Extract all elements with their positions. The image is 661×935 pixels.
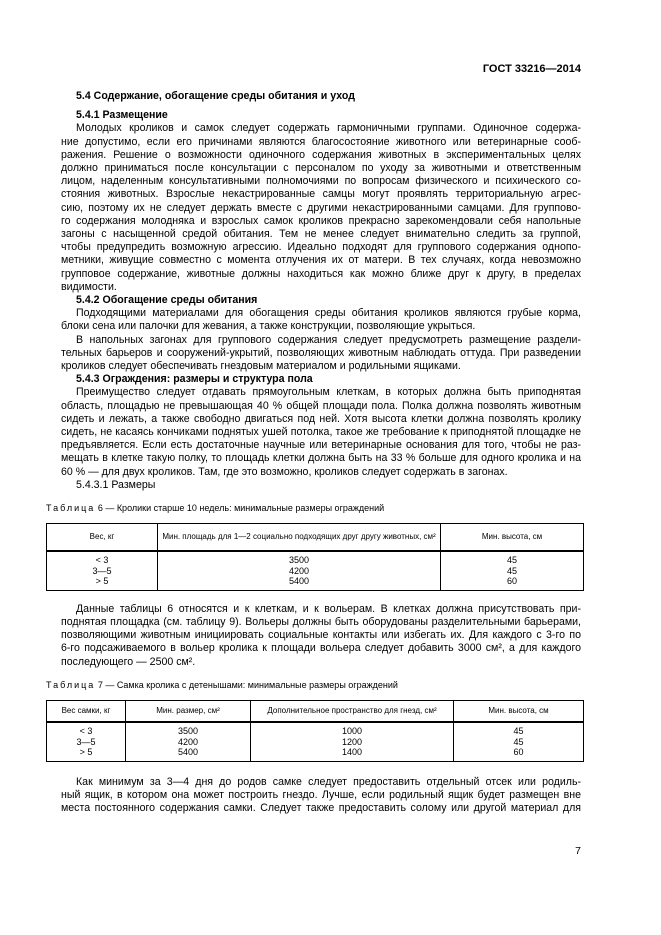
table7-header: Мин. высота, см: [454, 701, 584, 723]
table-cell: < 3: [47, 551, 158, 566]
subsection-title-543: 5.4.3 Ограждения: размеры и структура пола: [76, 373, 313, 386]
table-cell: 4200: [126, 737, 251, 748]
spacer: [76, 591, 581, 603]
table-row: [47, 722, 584, 737]
table6-caption-text: 6 — Кролики старше 10 недель: минимальные размеры ограждений: [97, 503, 385, 514]
table-row: [47, 551, 584, 566]
table-cell: 45: [441, 566, 584, 577]
table-cell: 4200: [158, 566, 441, 577]
table-cell: 1400: [251, 747, 454, 761]
paragraph-final: Как минимум за 3—4 дня до родов самке следует предоставить отдельный отсек или родиль- ный ящик, в котором она может построить гнездо. Лучше, если родильный ящик будет размещен вне места постоянного содержания самки. Следует также предоставить солому или другой материал для: [61, 775, 581, 814]
table-cell: 3500: [158, 551, 441, 566]
table-cell: > 5: [47, 747, 126, 761]
table7-header: Вес самки, кг: [47, 701, 126, 723]
table-cell: > 5: [47, 576, 158, 590]
paragraph-542-2: В напольных загонах для группового содержания следует предусмотреть размещение раздели- тельных барьеров и сооружений-укрытий, позволяющих животным наблюдать оттуда. При разведении кроликов следует обеспечивать гнездовым материалом и родильными ящиками.: [61, 333, 581, 373]
doc-code: ГОСТ 33216—2014: [482, 63, 581, 75]
paragraph-543: Преимущество следует отдавать прямоугольным клеткам, в которых должна быть приподнятая область, площадью не превышающая 40 % общей площади пола. Полка должна позволять животным сидеть и лежать, а также свободно двигаться под ней. Хотя высота клетки должна позволять кролику сидеть, не касаясь кончиками поднятых ушей потолка, такое же требование к приподнятой площадке не предъявляется. Если есть достаточные научные или ветеринарные основания для того, чтобы не раз- мещать в клетке такую полку, то площадь клетки должна быть на 33 % больше для одного кролика и на 60 % — для двух кроликов. Там, где это возможно, кроликов следует содержать в загонах.: [61, 386, 581, 478]
section-title: 5.4 Содержание, обогащение среды обитания и уход: [76, 90, 355, 102]
table-cell: 3—5: [47, 566, 158, 577]
subsection-title-542: 5.4.2 Обогащение среды обитания: [76, 294, 258, 307]
table-cell: 3500: [126, 722, 251, 737]
table-row: [47, 747, 584, 761]
table-cell: 5400: [158, 576, 441, 590]
table7-caption-text: 7 — Самка кролика с детенышами: минимальные размеры ограждений: [97, 679, 398, 690]
table6-caption-label: Таблица: [46, 503, 96, 514]
paragraph-542-1: Подходящими материалами для обогащения среды обитания кроликов являются грубые корма, блоки сена или палочки для жевания, а также конструкции, позволяющие укрыться.: [61, 307, 581, 333]
table-cell: < 3: [47, 722, 126, 737]
table7-header: Мин. размер, см²: [126, 701, 251, 723]
table7-header: Дополнительное пространство для гнезд, см²: [251, 701, 454, 723]
subsubsection-title: 5.4.3.1 Размеры: [76, 478, 156, 491]
table7-caption: [46, 679, 581, 692]
paragraph-after-table6: Данные таблицы 6 относятся и к клеткам, и к вольерам. В клетках должна присутствовать при- поднятая площадка (см. таблицу 9). Вольеры должны быть оборудованы разделительными барьерами, позволяющими животным инициировать социальные контакты или избегать их. Для каждого с 3-го по 6-го подсаживаемого в вольер кролика к площади вольера следует добавить 3000 см², а для каждого последующего — 2500 см².: [61, 602, 581, 668]
table-cell: 3—5: [47, 737, 126, 748]
table-cell: 1000: [251, 722, 454, 737]
table6-header: Мин. высота, см: [441, 524, 584, 552]
table7-caption-label: Таблица: [46, 679, 96, 690]
table-cell: 45: [441, 551, 584, 566]
table-row: [47, 566, 584, 577]
table-7: [46, 700, 584, 762]
table6-header: Вес, кг: [47, 524, 158, 552]
subsection-title-541: 5.4.1 Размещение: [76, 109, 168, 122]
table-row: [47, 576, 584, 590]
table-cell: 5400: [126, 747, 251, 761]
table-6: [46, 523, 584, 591]
content: [46, 90, 581, 815]
table6-caption: [46, 502, 581, 515]
table6-header: Мин. площадь для 1—2 социально подходящих друг другу животных, см²: [158, 524, 441, 552]
spacer: [76, 762, 581, 776]
table-cell: 60: [454, 747, 584, 761]
table-cell: 60: [441, 576, 584, 590]
table-cell: 45: [454, 722, 584, 737]
page-number: 7: [575, 845, 581, 857]
table-row: [47, 737, 584, 748]
table-cell: 1200: [251, 737, 454, 748]
paragraph-541: Молодых кроликов и самок следует содержать гармоничными группами. Одиночное содержа- ние допустимо, если его причинами являются благосостояние животного или ветеринарные сооб- ражения. Решение о возможности одиночного содержания животных в экспериментальных целях должно приниматься после консультации с персоналом по уходу за животными и ответственным лицом, наделенным консультативными полномочиями по вопросам физического и психического со- стояния животных. Взрослые некастрированные самцы могут проявлять территориальную агрес- сию, поэтому их не следует держать вместе с другими некастрированными самцами. Для группово- го содержания молодняка и взрослых самок кроликов прекрасно зарекомендовали себя напольные загоны с насыщенной средой обитания. Тем не менее следует внимательно следить за группой, чтобы предупредить возможную агрессию. Идеально подходят для группового содержания однопо- метники, живущие совместно с момента отлучения их от матери. В тех случаях, когда невозможно групповое содержание, животные должны находиться как можно ближе друг к другу, в пределах видимости.: [61, 122, 581, 293]
table-cell: 45: [454, 737, 584, 748]
